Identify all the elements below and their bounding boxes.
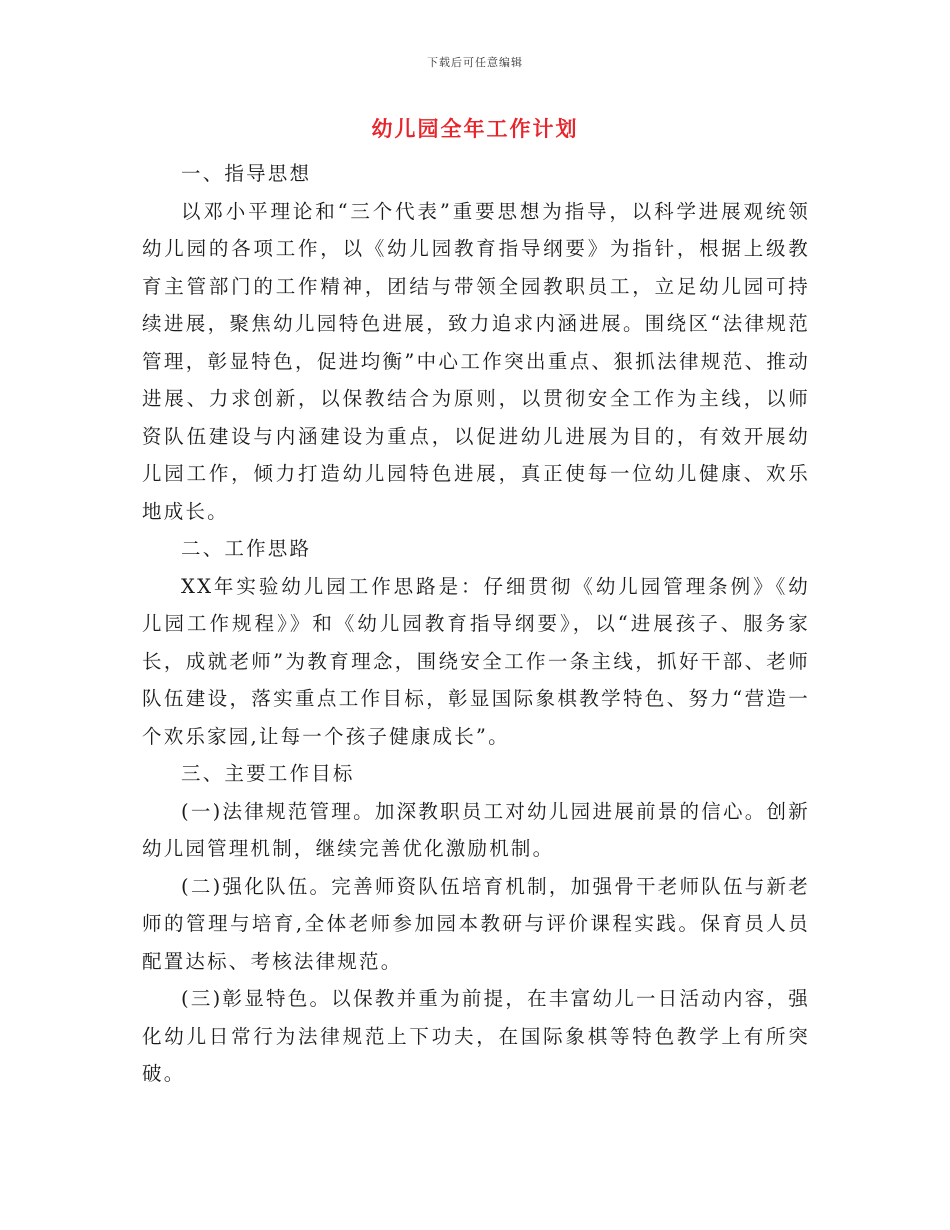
header-note: 下载后可任意编辑: [427, 56, 523, 69]
section-heading-guiding-ideology: 一、指导思想: [181, 162, 312, 185]
section-heading-main-goals: 三、主要工作目标: [181, 762, 355, 785]
paragraph-goal-3: (三)彰显特色。以保教并重为前提，在丰富幼儿一日活动内容，强化幼儿日常行为法律规范上下功夫，在国际象棋等特色教学上有所突破。: [142, 987, 810, 1085]
paragraph-work-approach: XX年实验幼儿园工作思路是：仔细贯彻《幼儿园管理条例》《幼儿园工作规程》》和《幼儿园教育指导纲要》，以“进展孩子、服务家长，成就老师”为教育理念，围绕安全工作一条主线，抓好干部、老师队伍建设，落实重点工作目标，彰显国际象棋教学特色、努力“营造一个欢乐家园,让每一个孩子健康成长”。: [142, 574, 810, 748]
paragraph-goal-1: (一)法律规范管理。加深教职员工对幼儿园进展前景的信心。创新幼儿园管理机制，继续完善优化激励机制。: [142, 799, 810, 860]
document-title: 幼儿园全年工作计划: [371, 116, 579, 141]
section-heading-work-approach: 二、工作思路: [181, 537, 312, 560]
paragraph-guiding-ideology: 以邓小平理论和“三个代表”重要思想为指导，以科学进展观统领幼儿园的各项工作，以《幼儿园教育指导纲要》为指针，根据上级教育主管部门的工作精神，团结与带领全园教职员工，立足幼儿园可持续进展，聚焦幼儿园特色进展，致力追求内涵进展。围绕区“法律规范管理，彰显特色，促进均衡”中心工作突出重点、狠抓法律规范、推动进展、力求创新，以保教结合为原则，以贯彻安全工作为主线，以师资队伍建设与内涵建设为重点，以促进幼儿进展为目的，有效开展幼儿园工作，倾力打造幼儿园特色进展，真正使每一位幼儿健康、欢乐地成长。: [142, 199, 810, 523]
document-body: [142, 155, 810, 1093]
paragraph-goal-2: (二)强化队伍。完善师资队伍培育机制，加强骨干老师队伍与新老师的管理与培育,全体老师参加园本教研与评价课程实践。保育员人员配置达标、考核法律规范。: [142, 874, 810, 973]
